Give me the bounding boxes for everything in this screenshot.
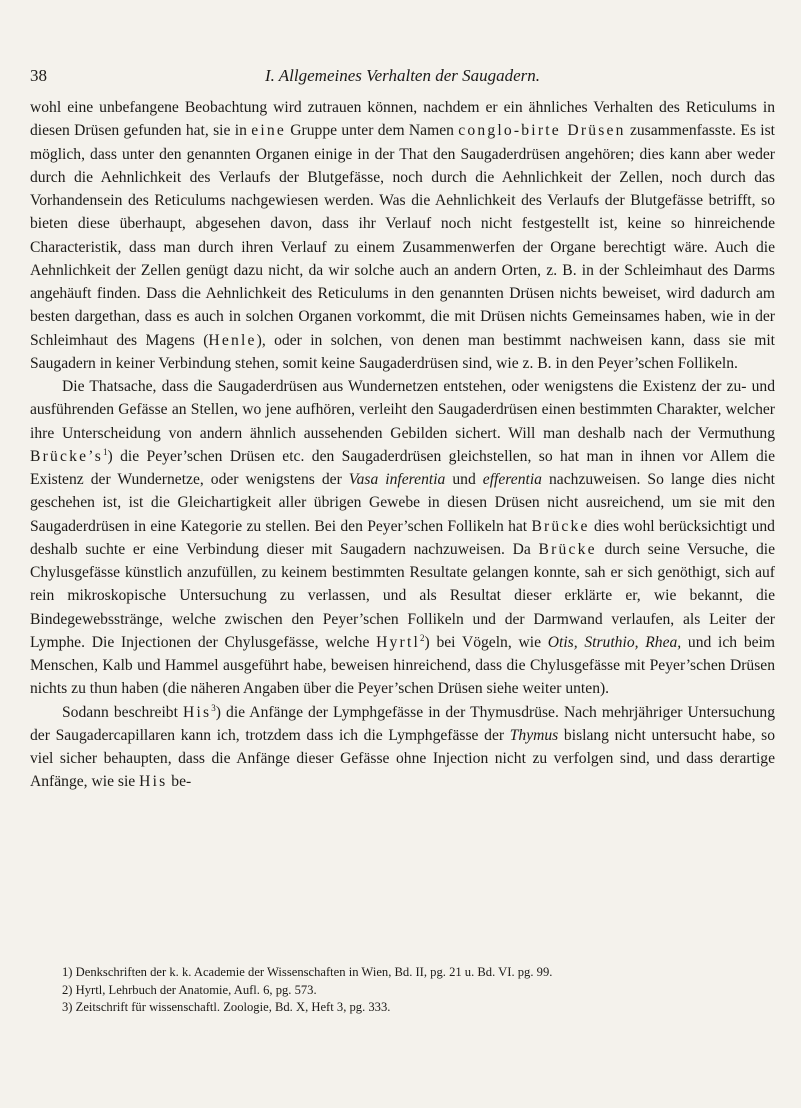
- text-run: und: [445, 471, 483, 488]
- text-run: efferentia: [482, 471, 542, 488]
- text-run: ) bei Vögeln, wie: [424, 633, 548, 651]
- paragraph: [30, 375, 775, 701]
- text-run: Die Thatsache, dass die Saugaderdrüsen aus Wundernetzen entstehen, oder wenigstens die Existenz der zu- und ausführenden Gefässe an Stellen, wo jene aufhören, verleiht den Saugaderdrüsen einen bestimmten Charakter, welcher ihre Unterscheidung von andern ähnlich aussehenden Gebilden sichert. Will man deshalb nach der Vermuthung: [30, 378, 775, 442]
- text-run: Brücke’s: [30, 447, 104, 465]
- text-run: Sodann beschreibt: [62, 703, 184, 721]
- text-run: His: [183, 703, 212, 721]
- text-run: be-: [167, 773, 192, 791]
- paragraph: [30, 701, 775, 794]
- text-run: durch seine Versuche, die Chylusgefässe künstlich anzufüllen, zu keinem bestimmten Resultate gelangen konnte, sah er sich genöthigt, sich auf rein mikroskopische Untersuchung zu verlassen, und als Resultat dieser erklärte er, wie bekannt, die Bindegewebsstränge, welche zwischen den Peyer’schen Follikeln und der Darmwand verlaufen, als Leiter der Lymphe. Die Injectionen der Chylusgefässe, welche: [30, 540, 775, 651]
- footnote-ref: 1: [103, 446, 108, 457]
- text-run: nachzuweisen. So lange dies nicht geschehen ist, ist die Gleichartigkeit aller übrigen Gewebe in diesen Drüsen nicht ausreichend, um sie mit den Saugaderdrüsen in eine Kategorie zu stellen. Bei den Peyer’schen Follikeln hat: [30, 471, 776, 535]
- footnote: 1) Denkschriften der k. k. Academie der Wissenschaften in Wien, Bd. II, pg. 21 u. Bd. VI. pg. 99.: [62, 965, 553, 979]
- text-run: Henle: [208, 331, 257, 349]
- text-run: Vasa inferentia: [348, 471, 446, 488]
- text-run: Brücke: [531, 517, 590, 535]
- text-run: Thymus: [509, 726, 559, 744]
- footnote-ref: 3: [211, 702, 216, 713]
- footnotes: [62, 964, 772, 1017]
- paragraph: [30, 96, 775, 375]
- text-run: Gruppe unter dem Namen: [285, 122, 459, 140]
- page-number: 38: [30, 66, 47, 85]
- page-header: [30, 66, 775, 90]
- text-run: und ich beim Menschen, Kalb und Hammel ausgeführt habe, beweisen hinreichend, dass die Chylusgefässe mit Peyer’schen Drüsen nichts zu thun haben (die näheren Angaben über die Peyer’schen Drüsen siehe weiter unten).: [30, 633, 776, 698]
- text-run: Brücke: [538, 540, 597, 558]
- text-run: bislang nicht untersucht habe, so viel sicher behaupten, dass die Anfänge dieser Gefässe ohne Injection nicht zu verfolgen sind, und dass derartige Anfänge, wie sie: [30, 726, 775, 791]
- text-run: ) die Anfänge der Lymphgefässe in der Thymusdrüse. Nach mehrjähriger Untersuchung der Saugadercapillaren kann ich, trotzdem dass ich die Lymphgefässe der: [30, 703, 775, 744]
- text-run: Hyrtl: [376, 633, 421, 651]
- body-text: [30, 96, 775, 794]
- footnote-ref: 2: [420, 632, 425, 643]
- text-run: zusammenfasste. Es ist möglich, dass unter den genannten Organen einige in der That den Saugaderdrüsen angehören; dies kann aber weder durch die Aehnlichkeit des Verlaufs der Blutgefässe, noch durch die Aehnlichkeit der Zellen, noch durch das Vorhandensein des Reticulums nachgewiesen werden. Was die Aehnlichkeit des Verlaufs der Blutgefässe betrifft, so bieten diese überhaupt, abgesehen davon, dass ihr Verlauf noch nicht festgestellt ist, keine so hinreichende Characteristik, dass man durch ihren Verlauf zu einem Zusammenwerfen der Organe berechtigt wäre. Auch die Aehnlichkeit der Zellen genügt dazu nicht, da wir solche auch an andern Orten, z. B. in der Schleimhaut des Darms angehäuft finden. Dass die Aehnlichkeit des Reticulums in den genannten Drüsen nichts beweiset, wird dadurch am besten dargethan, dass es auch in solchen Organen vorkommt, die mit Drüsen nichts Gemeinsames haben, wie in der Schleimhaut des Magens (: [30, 122, 775, 349]
- text-run: dies wohl berücksichtigt und deshalb suchte er eine Verbindung dieser mit Saugadern nachzuweisen. Da: [30, 517, 775, 558]
- running-title: I. Allgemeines Verhalten der Saugadern.: [264, 66, 541, 85]
- text-run: conglo-birte Drüsen: [458, 122, 626, 140]
- text-run: His: [139, 773, 168, 791]
- text-run: ) die Peyer’schen Drüsen etc. den Saugaderdrüsen gleichstellen, so hat man in ihnen vor Allem die Existenz der Wundernetze, oder wenigstens der: [30, 447, 775, 488]
- text-run: ), oder in solchen, von denen man bestimmt nachweisen kann, dass sie mit Saugadern in keiner Verbindung stehen, somit keine Saugaderdrüsen sind, wie z. B. in den Peyer’schen Follikeln.: [30, 331, 775, 372]
- text-run: wohl eine unbefangene Beobachtung wird zutrauen können, nachdem er ein ähnliches Verhalten des Reticulums in diesen Drüsen gefunden hat, sie in: [30, 99, 775, 140]
- footnote: 2) Hyrtl, Lehrbuch der Anatomie, Aufl. 6, pg. 573.: [62, 982, 317, 997]
- footnote: 3) Zeitschrift für wissenschaftl. Zoologie, Bd. X, Heft 3, pg. 333.: [62, 1000, 391, 1014]
- text-run: eine: [251, 122, 286, 140]
- text-run: Otis, Struthio, Rhea,: [547, 633, 682, 651]
